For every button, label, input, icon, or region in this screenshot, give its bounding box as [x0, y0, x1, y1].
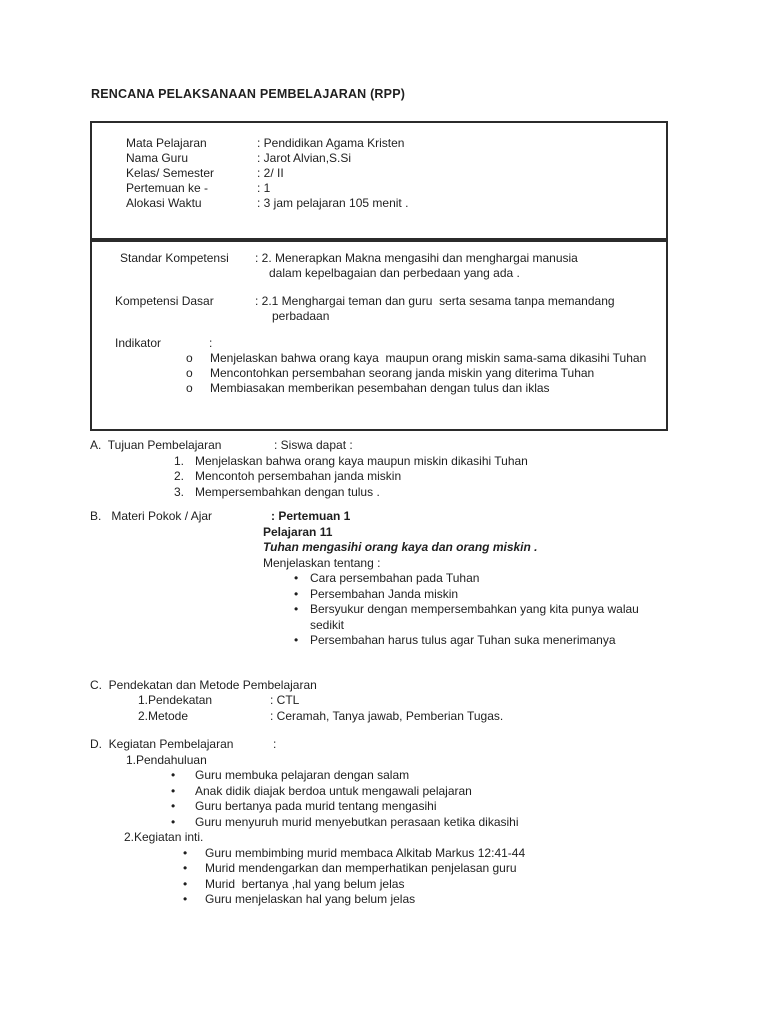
materi-line: : Pertemuan 1: [271, 509, 351, 523]
list-item: [294, 633, 658, 649]
list-item: [186, 366, 656, 381]
section-heading: C. Pendekatan dan Metode Pembelajaran: [90, 677, 317, 692]
field-value: : CTL: [270, 693, 300, 707]
item-text: Mencontoh persembahan janda miskin: [195, 469, 402, 483]
identity-table: [90, 121, 668, 240]
header-tables: [90, 121, 668, 431]
value-line: perbadaan: [272, 309, 330, 323]
indikator-list: [115, 351, 656, 396]
list-item: [294, 587, 658, 603]
section-heading: D. Kegiatan Pembelajaran: [90, 737, 234, 751]
subsection-kegiatan-inti-label: 2.Kegiatan inti.: [124, 830, 204, 844]
list-item: [186, 351, 656, 366]
list-item-text: Guru membimbing murid membaca Alkitab Markus 12:41-44: [205, 845, 526, 860]
list-item: [183, 892, 690, 908]
list-item: [171, 815, 690, 831]
field-value: [255, 294, 615, 324]
standar-kompetensi-row: [120, 251, 656, 281]
field-value: [255, 251, 578, 281]
subsection-pendahuluan-label: 1.Pendahuluan: [126, 752, 207, 767]
table-row: [126, 136, 656, 151]
kompetensi-dasar-row: [115, 294, 656, 324]
field-value: : 1: [257, 181, 271, 195]
field-value: : Jarot Alvian,S.Si: [257, 151, 352, 165]
item-number: 1.: [174, 453, 185, 468]
field-label: 2.Metode: [138, 708, 189, 723]
field-label: Kelas/ Semester: [126, 166, 215, 180]
list-item-text: Cara persembahan pada Tuhan: [310, 571, 480, 585]
field-label: 1.Pendekatan: [138, 693, 213, 707]
field-colon: :: [209, 336, 213, 350]
field-label: Standar Kompetensi: [120, 251, 229, 265]
list-item-text: Guru menyuruh murid menyebutkan perasaan ketika dikasihi: [195, 814, 519, 829]
list-item-text: Anak didik diajak berdoa untuk mengawali pelajaran: [195, 783, 472, 798]
bullet-icon: •: [171, 799, 176, 813]
section-heading: A. Tujuan Pembelajaran: [90, 438, 222, 452]
field-value: : Pendidikan Agama Kristen: [257, 136, 405, 150]
field-row: [138, 693, 690, 709]
list-item-text: Guru membuka pelajaran dengan salam: [195, 768, 410, 782]
field-label: Nama Guru: [126, 151, 189, 165]
bullet-icon: •: [183, 892, 188, 906]
list-item: [171, 799, 690, 815]
field-value: : 2/ II: [257, 166, 284, 180]
field-row: [138, 709, 690, 725]
field-label: Indikator: [115, 336, 162, 350]
circle-bullet-icon: o: [186, 381, 193, 395]
list-item-text: Bersyukur dengan mempersembahkan yang kita punya walau sedikit: [310, 602, 643, 632]
section-materi-pokok: [90, 509, 690, 649]
bullet-icon: •: [183, 861, 188, 875]
list-item-text: Persembahan harus tulus agar Tuhan suka menerimanya: [310, 633, 616, 647]
materi-line: Pelajaran 11: [263, 524, 333, 539]
item-text: Menjelaskan bahwa orang kaya maupun miskin dikasihi Tuhan: [195, 453, 528, 468]
indikator-row: [115, 336, 656, 351]
table-row: [126, 196, 656, 211]
list-item: [294, 571, 658, 587]
list-item: [294, 602, 658, 633]
document-body: [90, 438, 690, 908]
field-label: Kompetensi Dasar: [115, 294, 214, 308]
section-colon: :: [273, 737, 277, 751]
bullet-icon: •: [294, 633, 299, 647]
table-row: [126, 181, 656, 196]
tujuan-list: [174, 454, 690, 501]
bullet-icon: •: [171, 814, 176, 829]
bullet-icon: •: [294, 602, 299, 616]
metode-rows: [138, 693, 690, 724]
list-item-text: Membiasakan memberikan pesembahan dengan tulus dan iklas: [210, 381, 550, 395]
numbered-item: [174, 454, 690, 470]
circle-bullet-icon: o: [186, 351, 193, 365]
bullet-icon: •: [294, 586, 299, 601]
list-item: [171, 784, 690, 800]
field-value: : Ceramah, Tanya jawab, Pemberian Tugas.: [270, 708, 504, 723]
item-number: 2.: [174, 469, 185, 483]
bullet-icon: •: [171, 768, 176, 782]
list-item-text: Murid mendengarkan dan memperhatikan penjelasan guru: [205, 861, 517, 875]
numbered-item: [174, 469, 690, 485]
section-heading-row: [90, 737, 690, 753]
bullet-icon: •: [183, 876, 188, 891]
bullet-icon: •: [294, 571, 299, 585]
kegiatan-inti-list: [90, 846, 690, 908]
field-value: : 3 jam pelajaran 105 menit .: [257, 196, 409, 210]
numbered-item: [174, 485, 690, 501]
list-item-text: Guru bertanya pada murid tentang mengasihi: [195, 799, 437, 813]
list-item-text: Murid bertanya ,hal yang belum jelas: [205, 876, 405, 891]
item-number: 3.: [174, 484, 185, 499]
field-label: Mata Pelajaran: [126, 136, 207, 150]
pendahuluan-list: [90, 768, 690, 830]
section-value: : Siswa dapat :: [274, 438, 353, 452]
field-label: Pertemuan ke -: [126, 181, 209, 195]
list-item: [183, 861, 690, 877]
table-row: [126, 166, 656, 181]
list-item-text: Menjelaskan bahwa orang kaya maupun orang miskin sama-sama dikasihi Tuhan: [210, 351, 647, 365]
section-pendekatan-metode: [90, 678, 690, 725]
field-label: Alokasi Waktu: [126, 196, 202, 210]
section-heading-row: [90, 438, 690, 454]
list-item-text: Mencontohkan persembahan seorang janda miskin yang diterima Tuhan: [210, 366, 595, 380]
value-line: dalam kepelbagaian dan perbedaan yang ada .: [269, 266, 520, 280]
list-item: [183, 877, 690, 893]
list-item: [186, 381, 656, 396]
bullet-icon: •: [171, 783, 176, 798]
bullet-icon: •: [183, 845, 188, 860]
list-item-text: Guru menjelaskan hal yang belum jelas: [205, 892, 416, 906]
section-tujuan-pembelajaran: [90, 438, 690, 500]
value-line: : 2. Menerapkan Makna mengasihi dan menghargai manusia: [255, 251, 578, 265]
list-item: [171, 768, 690, 784]
section-heading: B. Materi Pokok / Ajar: [90, 509, 213, 523]
kompetensi-table: [90, 240, 668, 431]
section-kegiatan-pembelajaran: [90, 737, 690, 908]
value-line: : 2.1 Menghargai teman dan guru serta sesama tanpa memandang: [255, 294, 615, 308]
table-row: [126, 151, 656, 166]
item-text: Mempersembahkan dengan tulus .: [195, 484, 380, 499]
list-item: [183, 846, 690, 862]
document-title: RENCANA PELAKSANAAN PEMBELAJARAN (RPP): [91, 87, 406, 101]
materi-line: Menjelaskan tentang :: [263, 555, 381, 570]
materi-content: [263, 509, 658, 649]
list-item-text: Persembahan Janda miskin: [310, 586, 459, 601]
materi-line: Tuhan mengasihi orang kaya dan orang miskin .: [263, 540, 538, 554]
circle-bullet-icon: o: [186, 366, 193, 380]
